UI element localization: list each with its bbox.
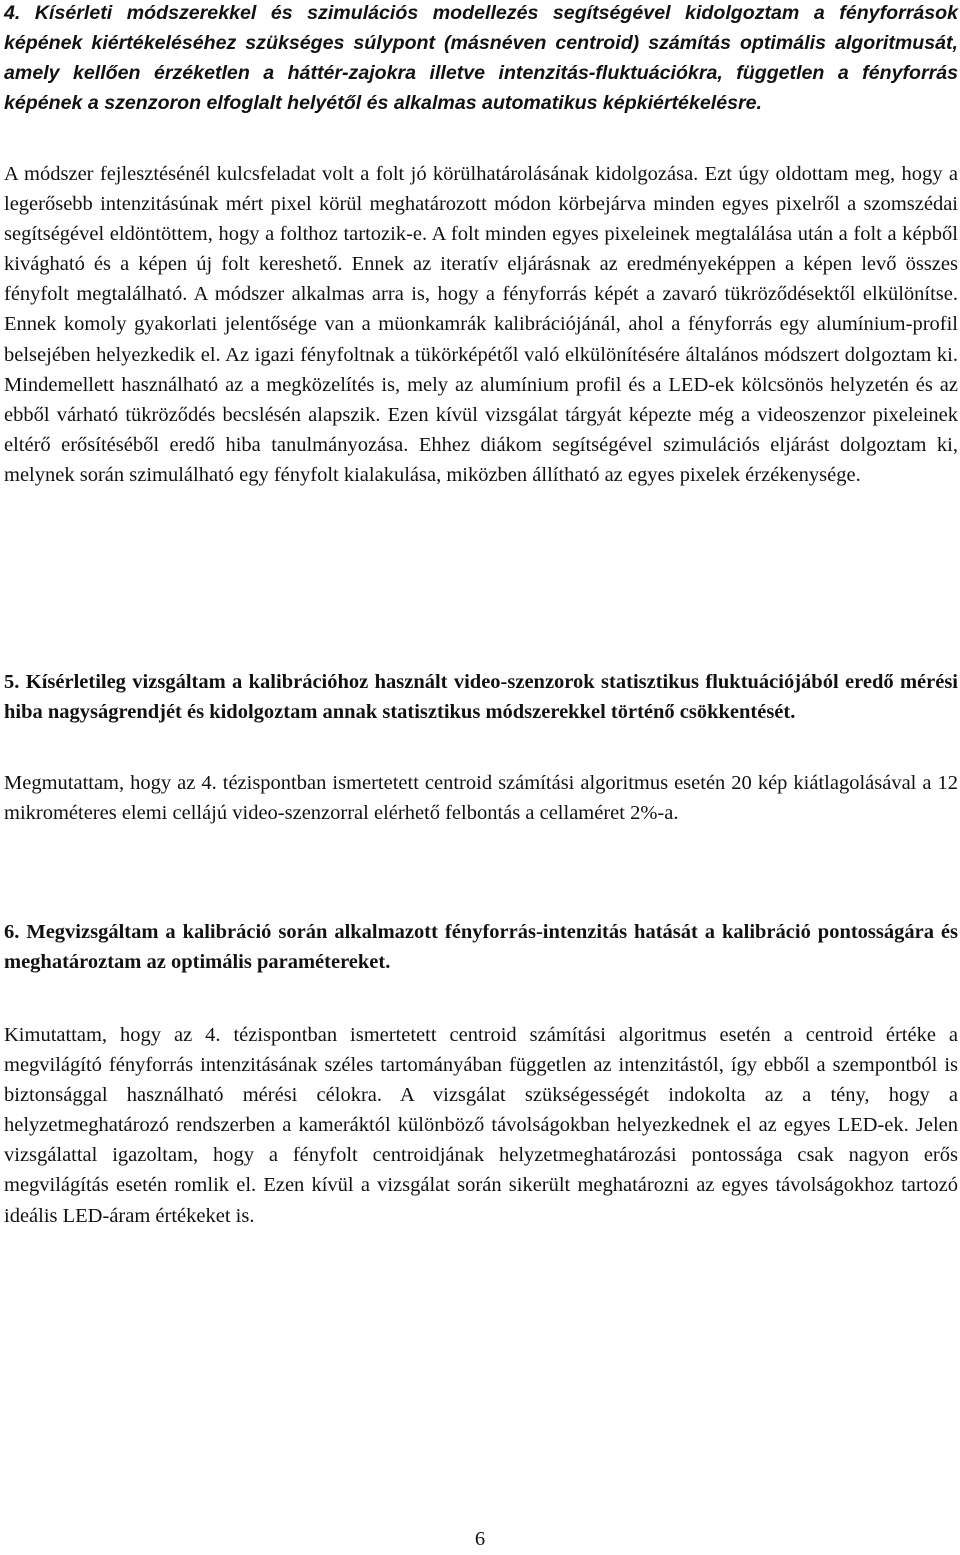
- thesis-5-heading-text: Kísérletileg vizsgáltam a kalibrációhoz használt video-szenzorok statisztikus fluktuációjából eredő mérési hiba nagyságrendjét és kidolgoztam annak statisztikus módszerekkel történő csökkentését.: [4, 671, 959, 724]
- thesis-4-text: Kísérleti módszerekkel és szimulációs modellezés segítségével kidolgoztam a fényforrások képének kiértékeléséhez szükséges súlypont (másnéven centroid) számítás optimális algoritmusát, amely kellően érzéketlen a háttér-zajokra illetve intenzitás-fluktuációkra, független a fényforrás képének a szenzoron elfoglalt helyétől és alkalmas automatikus képkiértékelésre.: [4, 2, 958, 115]
- thesis-5-body: Megmutattam, hogy az 4. tézispontban ismertetett centroid számítási algoritmus esetén 20 kép kiátlagolásával a 12 mikrométeres elemi cellájú video-szenzorral elérhető felbontás a cellaméret 2%-a.: [4, 772, 958, 825]
- thesis-6-heading: [4, 917, 958, 977]
- thesis-4-body: A módszer fejlesztésénél kulcsfeladat volt a folt jó körülhatárolásának kidolgozása. Ezt úgy oldottam meg, hogy a legerősebb intenzitásúnak mért pixel körül meghatározott módon körbejárva minden egyes pixelről a szomszédai segítségével eldöntöttem, hogy a folthoz tartozik-e. A folt minden egyes pixeleinek megtalálása után a folt a képből kivágható és a képen új folt kereshető. Ennek az iteratív eljárásnak az eredményeképpen a képen levő összes fényfolt megtalálható. A módszer alkalmas arra is, hogy a fényforrás képét a zavaró tükröződésektől elkülönítse. Ennek komoly gyakorlati jelentősége van a müonkamrák kalibrációjánál, ahol a fényforrás egy alumínium-profil belsejében helyezkedik el. Az igazi fényfoltnak a tükörképétől való elkülönítésére általános módszert dolgoztam ki. Mindemellett használható az a megközelítés is, mely az alumínium profil és a LED-ek kölcsönös helyzetén és az ebből várható tükröződés becslésén alapszik. Ezen kívül vizsgálat tárgyát képezte még a videoszenzor pixeleinek eltérő erősítéséből eredő hiba tanulmányozása. Ehhez diákom segítségével szimulációs eljárást dolgoztam ki, melynek során szimulálható egy fényfolt kialakulása, miközben állítható az egyes pixelek érzékenysége.: [4, 163, 958, 486]
- page-number: 6: [474, 1528, 486, 1550]
- thesis-6-heading-text: Megvizsgáltam a kalibráció során alkalmazott fényforrás-intenzitás hatását a kalibráció pontosságára és meghatároztam az optimális paramétereket.: [4, 921, 959, 974]
- thesis-5-heading: [4, 667, 958, 727]
- thesis-5-number: 5.: [4, 671, 20, 693]
- thesis-6-body: Kimutattam, hogy az 4. tézispontban ismertetett centroid számítási algoritmus esetén a centroid értéke a megvilágító fényforrás intenzitásának széles tartományában független az intenzitástól, így ebből a szempontból is biztonsággal használható mérési célokra. A vizsgálat szükségességét indokolta az a tény, hogy a helyzetmeghatározó rendszerben a kameráktól különböző távolságokban helyezkednek el az egyes LED-ek. Jelen vizsgálattal igazoltam, hogy a fényfolt centroidjának helyzetmeghatározási pontossága csak nagyon erős megvilágítás esetén romlik el. Ezen kívül a vizsgálat során sikerült meghatározni az egyes távolságokhoz tartozó ideális LED-áram értékeket is.: [4, 1024, 958, 1227]
- thesis-4-number: 4.: [4, 2, 21, 24]
- thesis-6-number: 6.: [4, 921, 20, 943]
- thesis-4-statement: [4, 0, 958, 118]
